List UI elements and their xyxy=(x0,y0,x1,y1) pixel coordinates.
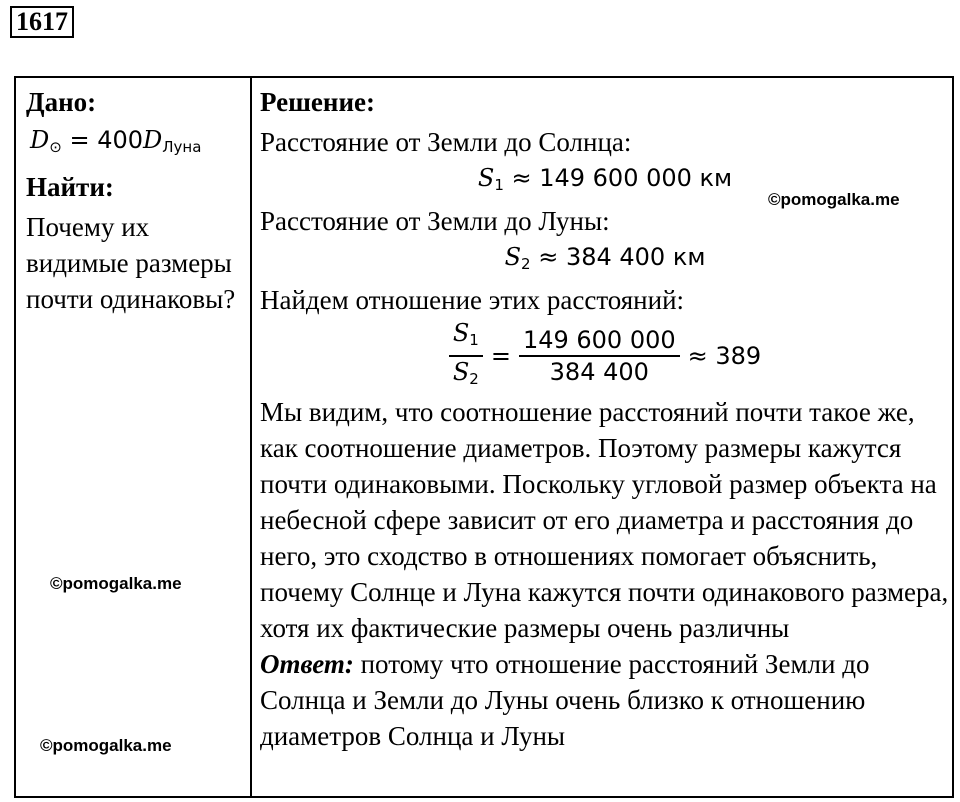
s2-sub: 2 xyxy=(521,255,531,273)
answer xyxy=(260,646,950,754)
solution-column xyxy=(260,84,950,754)
ratio-denominator-value: 384 400 xyxy=(549,358,649,386)
sun-distance-label: Расстояние от Земли до Солнца: xyxy=(260,127,632,157)
s1-sub: 1 xyxy=(494,176,504,194)
watermark-left-bottom: ©pomogalka.me xyxy=(40,736,172,755)
moon-distance-formula xyxy=(260,239,950,282)
s2-value: ≈ 384 400 км xyxy=(530,243,706,271)
given-title: Дано: xyxy=(26,87,97,117)
explanation-paragraph: Мы видим, что соотношение расстояний почти такое же, как соотношение диаметров. Поэтому размеры кажутся почти одинаковыми. Поскольку угловой размер объекта на небесной сфере зависит от его диаметра и расстояния до него, это сходство в отношениях помогает объяснить, почему Солнце и Луна кажутся почти одинакового размера, хотя их фактические размеры очень различны xyxy=(260,397,949,643)
ratio-equals: = xyxy=(490,342,511,370)
solution-table xyxy=(14,76,954,798)
den-var: S xyxy=(452,358,470,386)
ratio-vars-fraction xyxy=(449,318,483,394)
ratio-denominator-var xyxy=(453,357,479,394)
ratio-numerator-value: 149 600 000 xyxy=(519,325,680,357)
s1-value: ≈ 149 600 000 км xyxy=(503,164,733,192)
ratio-numerator-var xyxy=(449,318,483,357)
ratio-formula xyxy=(260,318,950,394)
given-formula xyxy=(26,120,246,167)
problem-number: 1617 xyxy=(10,6,74,38)
find-title: Найти: xyxy=(26,172,114,202)
given-column xyxy=(26,84,246,317)
d-symbol: D xyxy=(30,126,50,154)
moon-subscript: Луна xyxy=(162,138,202,156)
watermark-left-mid: ©pomogalka.me xyxy=(50,574,182,593)
solution-title: Решение: xyxy=(260,87,375,117)
sun-subscript: ⊙ xyxy=(49,138,62,156)
num-sub: 1 xyxy=(469,331,479,349)
moon-distance-label: Расстояние от Земли до Луны: xyxy=(260,206,610,236)
ratio-result: ≈ 389 xyxy=(687,342,762,370)
ratio-label: Найдем отношение этих расстояний: xyxy=(260,285,685,315)
given-equals: = 400 xyxy=(61,126,144,154)
answer-text: потому что отношение расстояний Земли до Солнца и Земли до Луны очень близко к отношению диаметров Солнца и Луны xyxy=(260,649,870,751)
ratio-values-fraction xyxy=(519,325,680,387)
s2-var: S xyxy=(504,243,522,271)
d-symbol-2: D xyxy=(143,126,163,154)
find-question: Почему их видимые размеры почти одинаковы? xyxy=(26,212,236,314)
s1-var: S xyxy=(477,164,495,192)
column-divider xyxy=(250,78,252,796)
answer-label: Ответ: xyxy=(260,649,354,679)
watermark-top-right: ©pomogalka.me xyxy=(768,190,900,209)
num-var: S xyxy=(452,319,470,347)
den-sub: 2 xyxy=(469,370,479,388)
